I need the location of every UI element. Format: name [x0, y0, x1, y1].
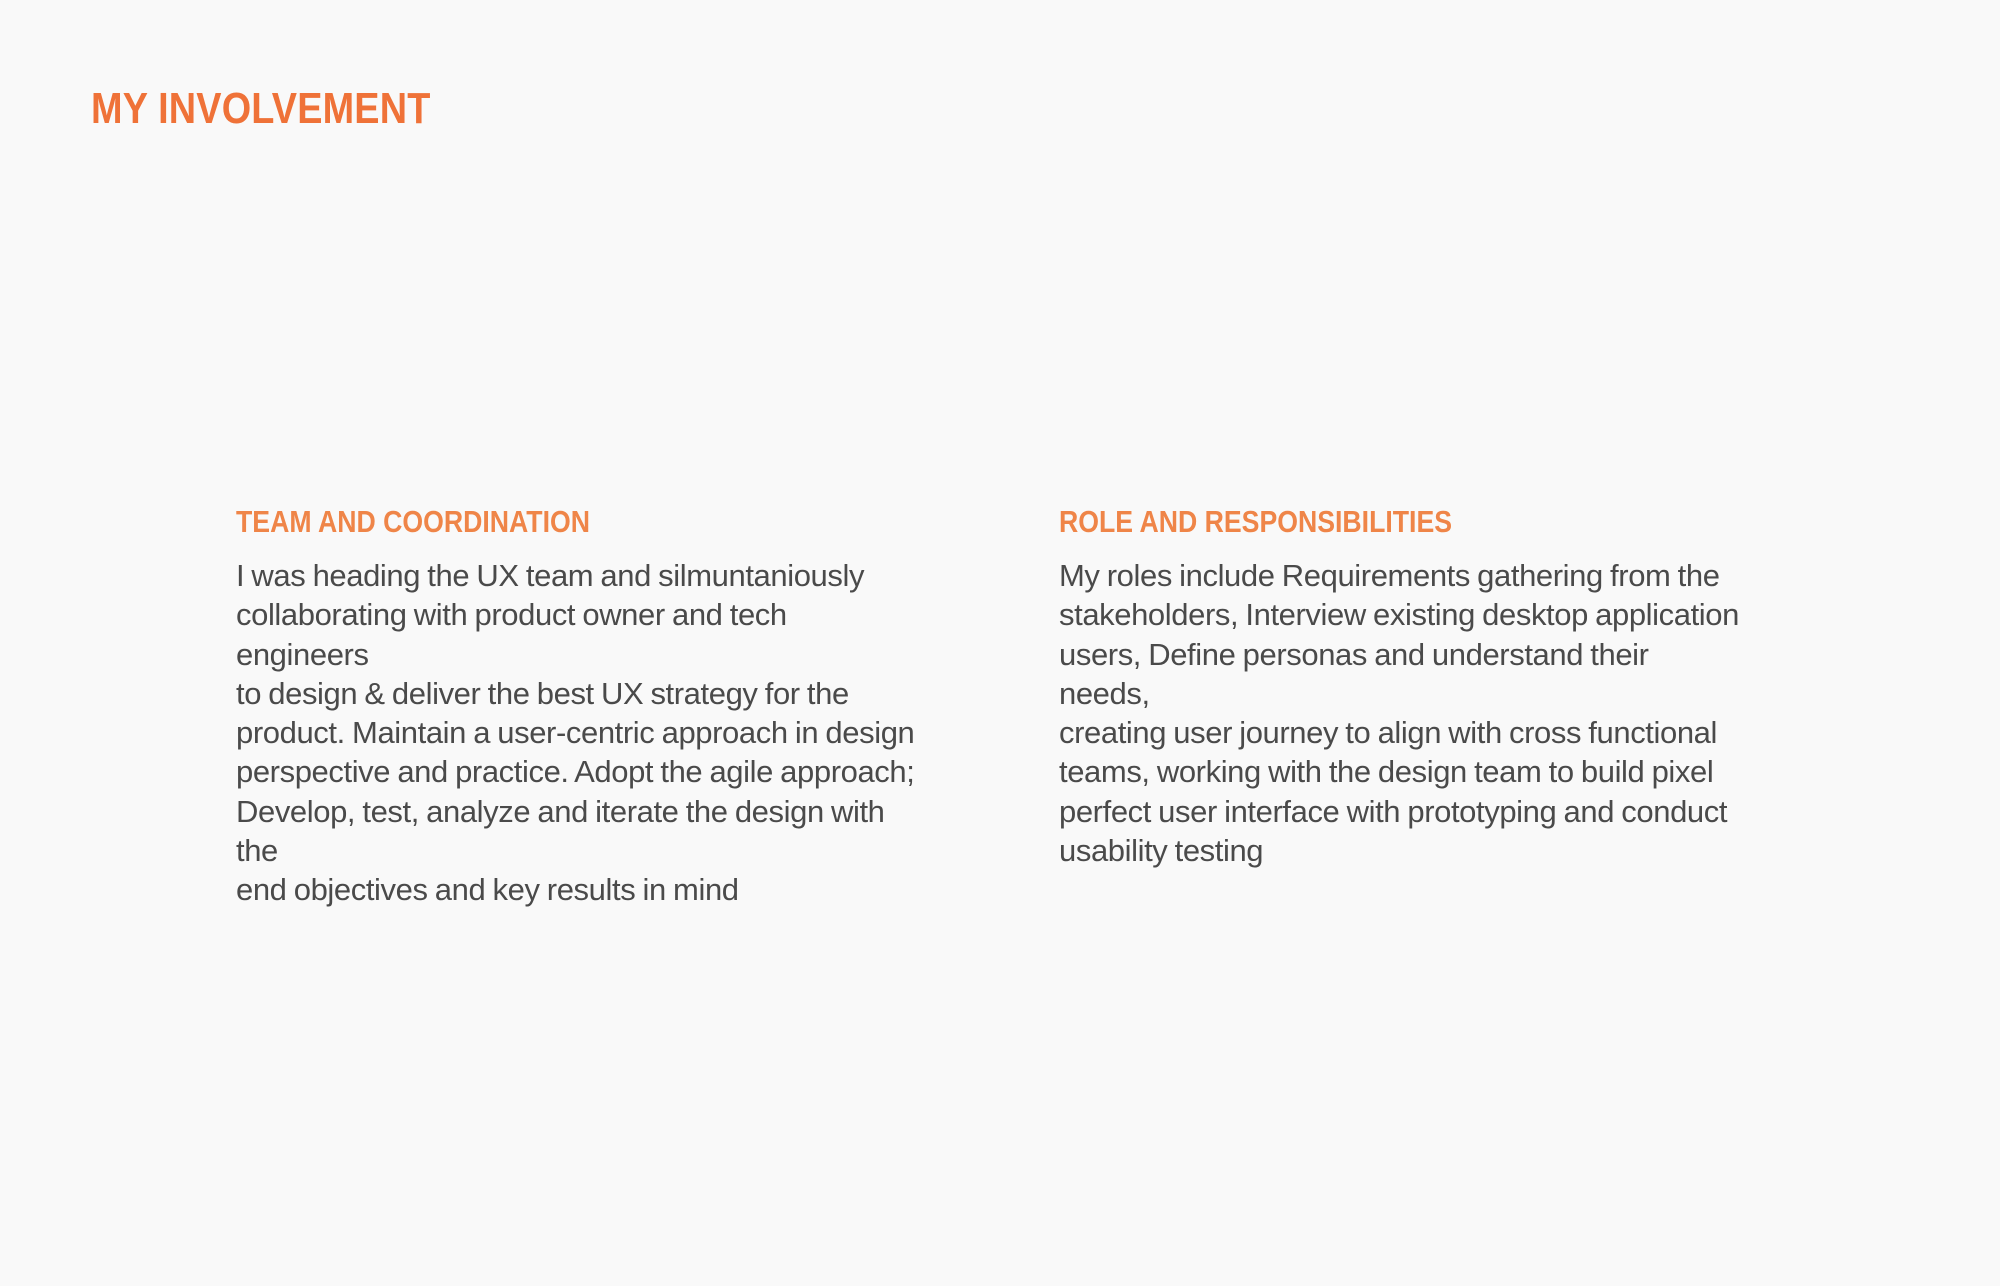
body-line: stakeholders, Interview existing desktop application [1059, 597, 1739, 633]
body-line: perfect user interface with prototyping and conduct [1059, 793, 1728, 829]
body-line: Develop, test, analyze and iterate the design with the [236, 793, 885, 869]
team-coordination-section [236, 504, 916, 910]
body-line: perspective and practice. Adopt the agile approach; [236, 754, 915, 790]
body-line: end objectives and key results in mind [236, 872, 739, 908]
body-line: product. Maintain a user-centric approach in design [236, 715, 915, 751]
body-line: teams, working with the design team to build pixel [1059, 754, 1714, 790]
body-line: to design & deliver the best UX strategy for the [236, 675, 849, 711]
role-responsibilities-section [1059, 504, 1739, 870]
body-line: usability testing [1059, 833, 1264, 869]
body-line: creating user journey to align with cross functional [1059, 715, 1717, 751]
section-body [236, 556, 916, 910]
body-line: My roles include Requirements gathering from the [1059, 558, 1720, 593]
page-title: MY INVOLVEMENT [91, 84, 431, 133]
section-heading: TEAM AND COORDINATION [236, 504, 590, 539]
body-line: users, Define personas and understand their needs, [1059, 636, 1649, 711]
body-line: I was heading the UX team and silmuntaniously [236, 558, 865, 593]
body-line: collaborating with product owner and tech engineers [236, 597, 787, 672]
section-body [1059, 556, 1739, 870]
section-heading: ROLE AND RESPONSIBILITIES [1059, 504, 1453, 539]
